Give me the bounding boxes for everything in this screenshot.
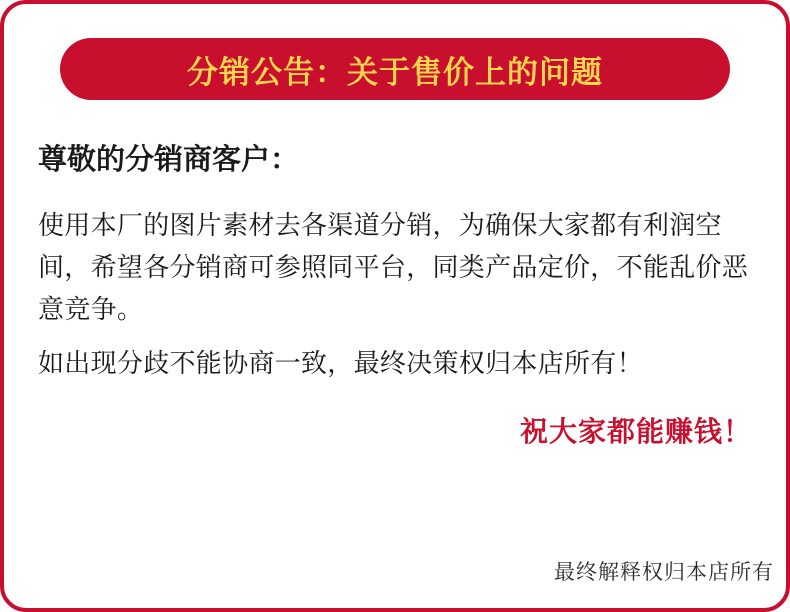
wish-message: 祝大家都能赚钱！ xyxy=(519,416,752,448)
paragraph-pricing-policy: 使用本厂的图片素材去各渠道分销，为确保大家都有利润空间，希望各分销商可参照同平台，同类产品定价，不能乱价恶意竞争。 xyxy=(38,209,749,324)
paragraph-final-decision: 如出现分歧不能协商一致，最终决策权归本店所有！ xyxy=(38,348,643,379)
notice-body xyxy=(38,124,752,590)
footer-note: 最终解释权归本店所有 xyxy=(554,560,774,584)
banner xyxy=(60,38,730,100)
salutation: 尊敬的分销商客户： xyxy=(38,144,300,176)
banner-title: 分销公告：关于售价上的问题 xyxy=(187,54,603,90)
